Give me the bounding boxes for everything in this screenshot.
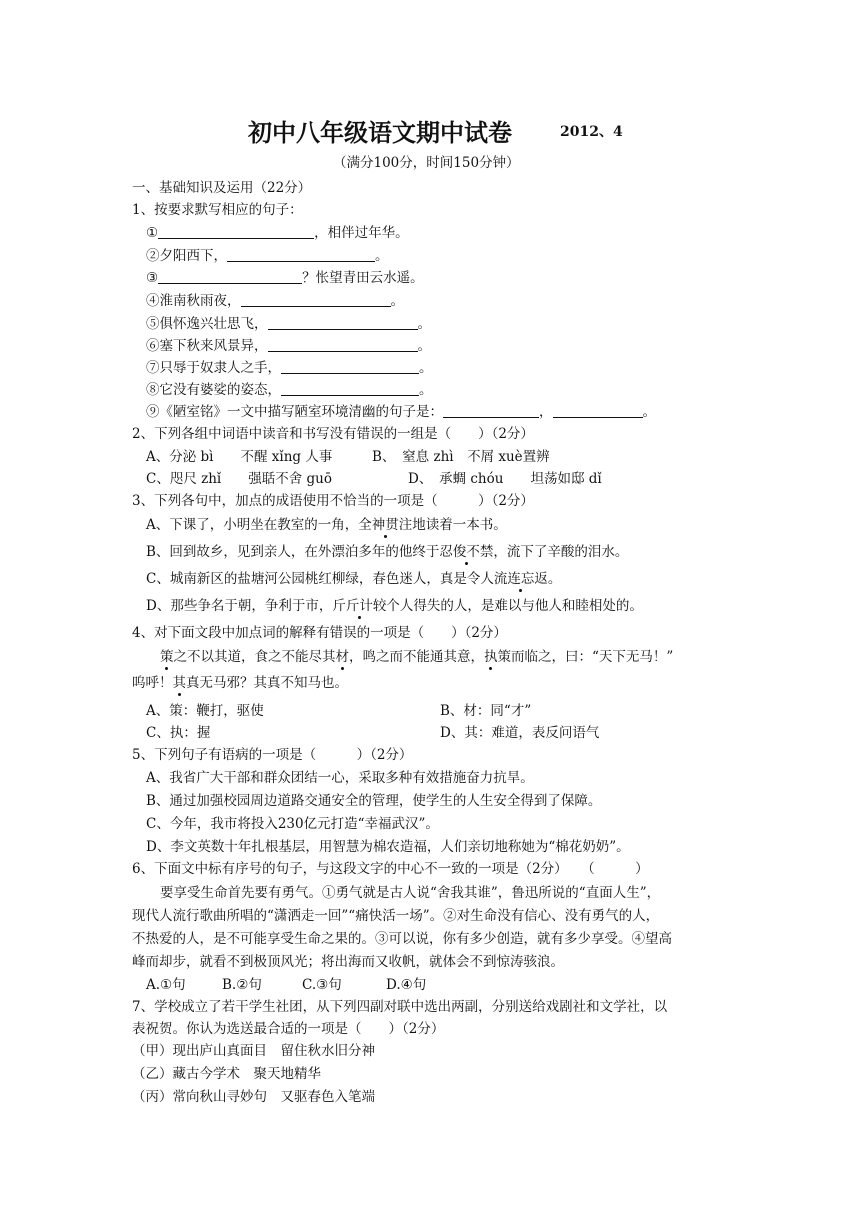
option-d: D.④句 <box>386 977 427 993</box>
couplet-bing: （丙）常向秋山寻妙句 又驱春色入笔端 <box>132 1089 375 1105</box>
fill-blank-item: ⑨《陋室铭》一文中描写陋室环境清幽的句子是： ， 。 <box>146 404 656 420</box>
fill-blank-item: ⑤俱怀逸兴壮思飞， 。 <box>146 316 431 332</box>
option-a: A、策：鞭打，驱使 <box>146 703 264 719</box>
answer-blank[interactable] <box>158 223 314 239</box>
passage-line: 要享受生命首先要有勇气。①勇气就是古人说“舍我其谁”，鲁迅所说的“直面人生”， <box>160 885 661 901</box>
passage-line: 不热爱的人，是不可能享受生命之果的。③可以说，你有多少创造，就有多少享受。④望高 <box>132 931 672 947</box>
exam-subtitle: （满分100分，时间150分钟） <box>333 155 520 171</box>
option-c: C、执：握 <box>146 725 211 741</box>
answer-blank[interactable] <box>268 314 418 330</box>
option-a: A、下课了，小明坐在教室的一角，全神贯注地读着一本书。 <box>146 517 507 533</box>
answer-blank[interactable] <box>281 380 419 396</box>
answer-blank[interactable] <box>227 246 375 262</box>
option-b: B、材：同“才” <box>440 703 532 719</box>
option-a: A、我省广大干部和群众团结一心，采取多种有效措施奋力抗旱。 <box>146 770 534 786</box>
passage-line: 策之不以其道，食之不能尽其材，鸣之而不能通其意，执策而临之，曰：“天下无马！” <box>160 649 674 665</box>
couplet-yi: （乙）藏古今学术 聚天地精华 <box>132 1066 321 1082</box>
passage-line: 呜呼！其真无马邪？其真不知马也。 <box>132 675 348 691</box>
question-7-stem-cont: 表祝贺。你认为选送最合适的一项是（ ）（2分） <box>132 1021 445 1037</box>
fill-blank-item: ③ ？怅望青田云水遥。 <box>146 270 424 286</box>
option-a: A、分泌 bì 不醒 xǐng 人事 <box>146 449 333 465</box>
passage-line: 峰而却步，就看不到极顶风光；将出海而又收帆，就体会不到惊涛骇浪。 <box>132 954 564 970</box>
dotted-idiom: 流连忘返 <box>493 571 548 587</box>
section-heading: 一、基础知识及运用（22分） <box>132 180 312 196</box>
option-d: D、李文英数十年扎根基层，用智慧为棉农造福，人们亲切地称她为“棉花奶奶”。 <box>146 839 630 855</box>
dotted-idiom: 斤斤计较 <box>332 598 387 614</box>
answer-blank[interactable] <box>281 358 419 374</box>
answer-blank[interactable] <box>553 402 643 418</box>
option-d: D、其：难道，表反问语气 <box>440 725 600 741</box>
question-5-stem: 5、下列句子有语病的一项是（ ）（2分） <box>132 747 413 763</box>
fill-blank-item: ④淮南秋雨夜， 。 <box>146 293 404 309</box>
question-7-stem: 7、学校成立了若干学生社团，从下列四副对联中选出两副，分别送给戏剧社和文学社，以 <box>132 999 668 1015</box>
answer-blank[interactable] <box>158 268 302 284</box>
option-c: C.③句 <box>302 977 342 993</box>
passage-line: 现代人流行歌曲所唱的“潇洒走一回”“痛快活一场”。②对生命没有信心、没有勇气的人， <box>132 908 660 924</box>
option-b: B、 窒息 zhì 不屑 xuè置辨 <box>372 449 550 465</box>
dotted-idiom: 忍俊不禁 <box>439 544 494 560</box>
fill-blank-item: ⑦只辱于奴隶人之手， 。 <box>146 360 433 376</box>
option-d: D、那些争名于朝，争利于市，斤斤计较个人得失的人，是难以与他人和睦相处的。 <box>146 598 643 614</box>
option-b: B、通过加强校园周边道路交通安全的管理，使学生的人生安全得到了保障。 <box>146 793 602 809</box>
option-a: A.①句 <box>146 977 186 993</box>
exam-date: 2012、4 <box>560 124 623 140</box>
question-3-stem: 3、下列各句中，加点的成语使用不恰当的一项是（ ）（2分） <box>132 493 534 509</box>
fill-blank-item: ⑥塞下秋来风景异， 。 <box>146 338 431 354</box>
option-d: D、 承蜩 chóu 坦荡如邸 dǐ <box>408 471 602 487</box>
couplet-jia: （甲）现出庐山真面目 留住秋水旧分神 <box>132 1043 375 1059</box>
fill-blank-item: ① ，相伴过年华。 <box>146 225 409 241</box>
option-c: C、城南新区的盐塘河公园桃红柳绿，春色迷人，真是令人流连忘返。 <box>146 571 562 587</box>
question-1-stem: 1、按要求默写相应的句子： <box>132 202 303 218</box>
answer-blank[interactable] <box>443 402 539 418</box>
fill-blank-item: ⑧它没有婆娑的姿态， 。 <box>146 382 433 398</box>
answer-blank[interactable] <box>268 336 418 352</box>
question-2-stem: 2、下列各组中词语中读音和书写没有错误的一组是（ ）（2分） <box>132 426 534 442</box>
option-c: C、咫尺 zhǐ 强聒不舍 guō <box>146 471 333 487</box>
question-6-stem: 6、下面文中标有序号的句子，与这段文字的中心不一致的一项是（2分） （ ） <box>132 861 649 877</box>
option-b: B.②句 <box>222 977 262 993</box>
dotted-idiom: 全神贯注 <box>358 517 413 533</box>
question-4-stem: 4、对下面文段中加点词的解释有错误的一项是（ ）（2分） <box>132 625 507 641</box>
exam-title: 初中八年级语文期中试卷 <box>248 119 512 147</box>
option-b: B、回到故乡，见到亲人，在外漂泊多年的他终于忍俊不禁，流下了辛酸的泪水。 <box>146 544 629 560</box>
fill-blank-item: ②夕阳西下， 。 <box>146 248 389 264</box>
answer-blank[interactable] <box>241 291 391 307</box>
option-c: C、今年，我市将投入230亿元打造“幸福武汉”。 <box>146 816 439 832</box>
